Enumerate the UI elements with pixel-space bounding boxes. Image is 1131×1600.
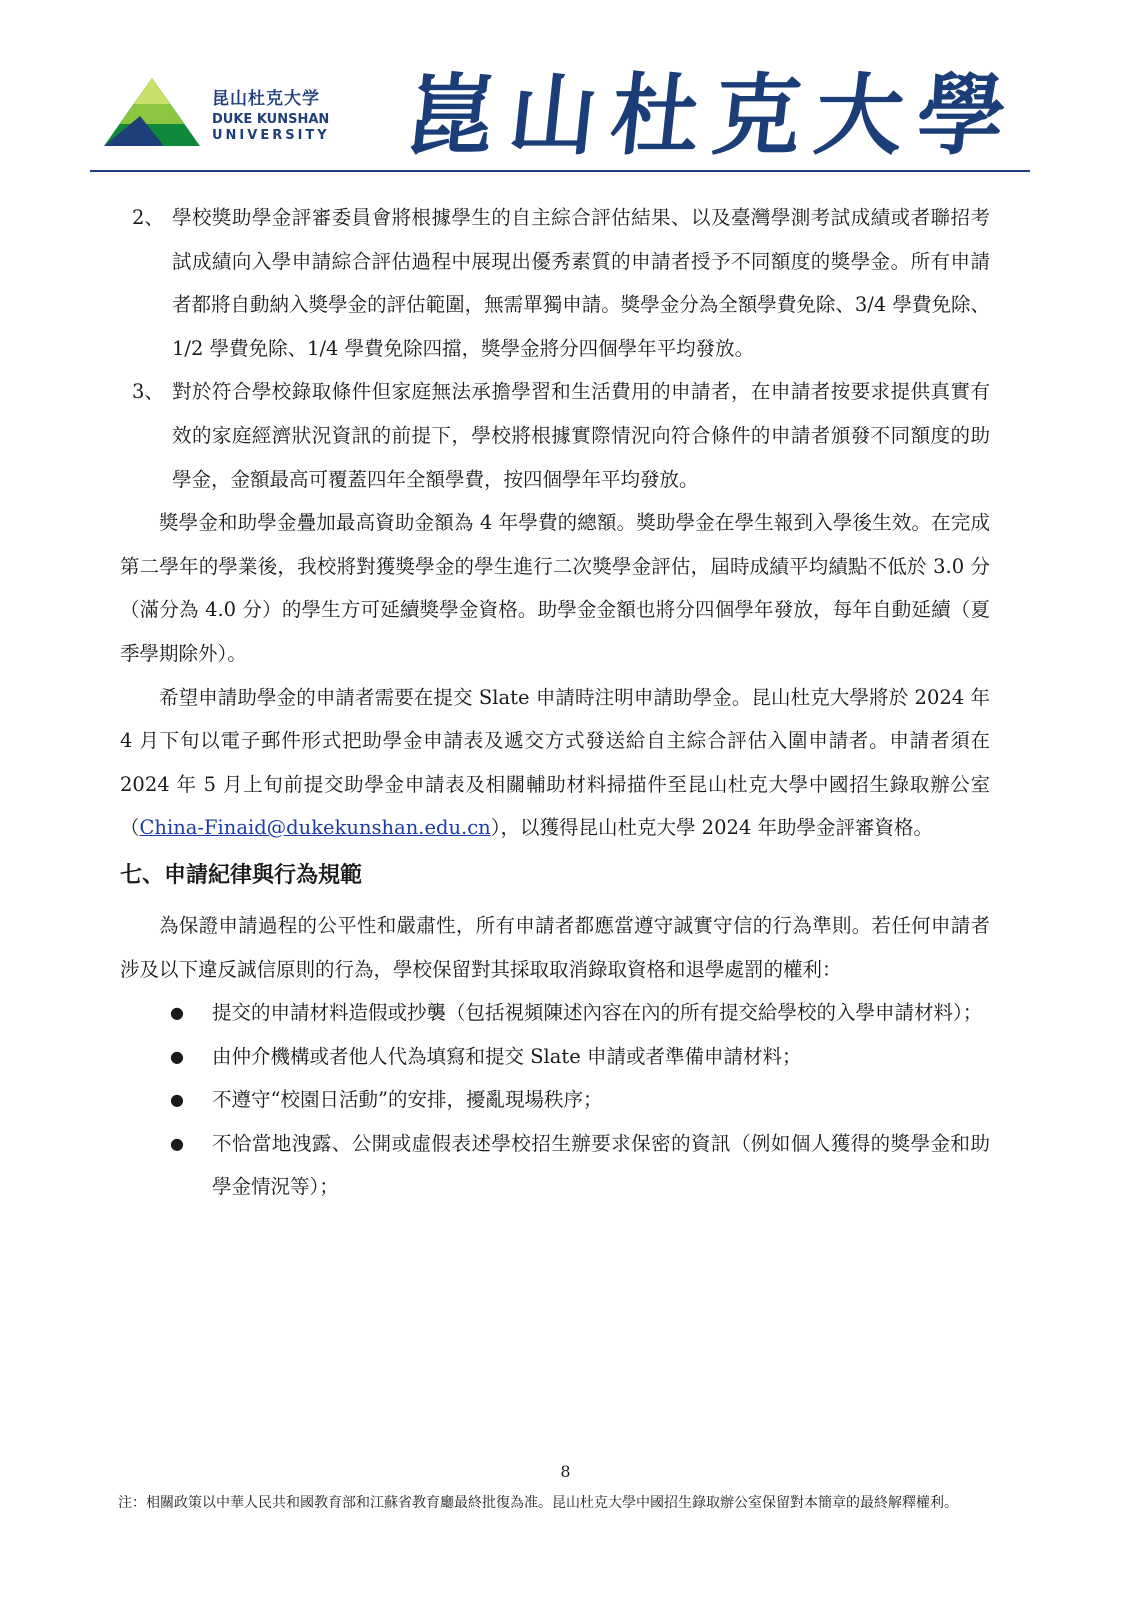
list-item-text: 不恰當地洩露、公開或虛假表述學校招生辦要求保密的資訊（例如個人獲得的獎學金和助學金情況等）； <box>212 1131 990 1199</box>
list-item-2 <box>120 196 990 370</box>
list-item <box>120 1078 990 1122</box>
list-item <box>120 991 990 1035</box>
list-item-text: 對於符合學校錄取條件但家庭無法承擔學習和生活費用的申請者，在申請者按要求提供真實有效的家庭經濟狀況資訊的前提下，學校將根據實際情況向符合條件的申請者頒發不同額度的助學金，金額最高可覆蓋四年全額學費，按四個學年平均發放。 <box>172 380 990 491</box>
paragraph-integrity: 為保證申請過程的公平性和嚴肅性，所有申請者都應當遵守誠實守信的行為準則。若任何申請者涉及以下違反誠信原則的行為，學校保留對其採取取消錄取資格和退學處罰的權利： <box>120 913 990 981</box>
paragraph-financial-aid-application <box>120 676 990 850</box>
list-number: 2、 <box>132 206 164 229</box>
page-header <box>90 40 1030 176</box>
bullet-icon: ● <box>170 1046 184 1066</box>
list-item-text: 由仲介機構或者他人代為填寫和提交 Slate 申請或者準備申請材料； <box>212 1044 802 1068</box>
dku-logo <box>104 76 344 156</box>
mountain-logo-icon <box>104 76 200 148</box>
paragraph-scholarship-rules: 獎學金和助學金疊加最高資助金額為 4 年學費的總額。獎助學金在學生報到入學後生效。在完成第二學年的學業後，我校將對獲獎學金的學生進行二次獎學金評估，屆時成績平均績點不低於 3.0 分（滿分為 4.0 分）的學生方可延續獎學金資格。助學金金額也將分四個學年發放，每年自動延續（夏季學期除外）。 <box>120 511 990 665</box>
bullet-icon: ● <box>170 1090 184 1110</box>
violation-list <box>120 991 990 1209</box>
list-item-text: 不遵守“校園日活動”的安排，擾亂現場秩序； <box>212 1088 603 1112</box>
section-heading: 七、申請紀律與行為規範 <box>120 862 363 888</box>
paragraph-text: ），以獲得昆山杜克大學 2024 年助學金評審資格。 <box>490 816 933 840</box>
list-number: 3、 <box>132 380 164 404</box>
list-item <box>120 1035 990 1079</box>
list-item-3 <box>120 370 990 501</box>
footnote: 注：相關政策以中華人民共和國教育部和江蘇省教育廳最終批復為准。昆山杜克大學中國招生錄取辦公室保留對本簡章的最終解釋權利。 <box>118 1495 958 1511</box>
logo-english-name-line1: DUKE KUNSHAN <box>212 112 330 127</box>
calligraphy-title: 崑山杜克大學 <box>401 63 1025 167</box>
list-item <box>120 1122 990 1209</box>
page-number: 8 <box>560 1462 571 1481</box>
finaid-email-link[interactable]: China-Finaid@dukekunshan.edu.cn <box>139 816 491 840</box>
list-item-text: 學校獎助學金評審委員會將根據學生的自主綜合評估結果、以及臺灣學測考試成績或者聯招考試成績向入學申請綜合評估過程中展現出優秀素質的申請者授予不同額度的獎學金。所有申請者都將自動納入獎學金的評估範圍，無需單獨申請。獎學金分為全額學費免除、3/4 學費免除、1/2 學費免除、1/4 學費免除四擋，獎學金將分四個學年平均發放。 <box>172 206 990 360</box>
logo-chinese-name: 昆山杜克大学 <box>212 89 320 109</box>
page-content <box>120 196 990 1209</box>
bullet-icon: ● <box>170 1003 184 1023</box>
logo-english-name-line2: UNIVERSITY <box>212 128 330 143</box>
list-item-text: 提交的申請材料造假或抄襲（包括視頻陳述內容在內的所有提交給學校的入學申請材料）； <box>212 1001 983 1025</box>
paragraph-text: 希望申請助學金的申請者需要在提交 Slate 申請時注明申請助學金。昆山杜克大學將於 2024 年 4 月下旬以電子郵件形式把助學金申請表及遞交方式發送給自主綜合評估入圍申請者。申請者須在 2024 年 5 月上旬前提交助學金申請表及相關輔助材料掃描件至昆山杜克大學中國招生錄取辦公室（ <box>120 685 990 840</box>
header-divider <box>90 170 1030 172</box>
bullet-icon: ● <box>170 1133 184 1153</box>
